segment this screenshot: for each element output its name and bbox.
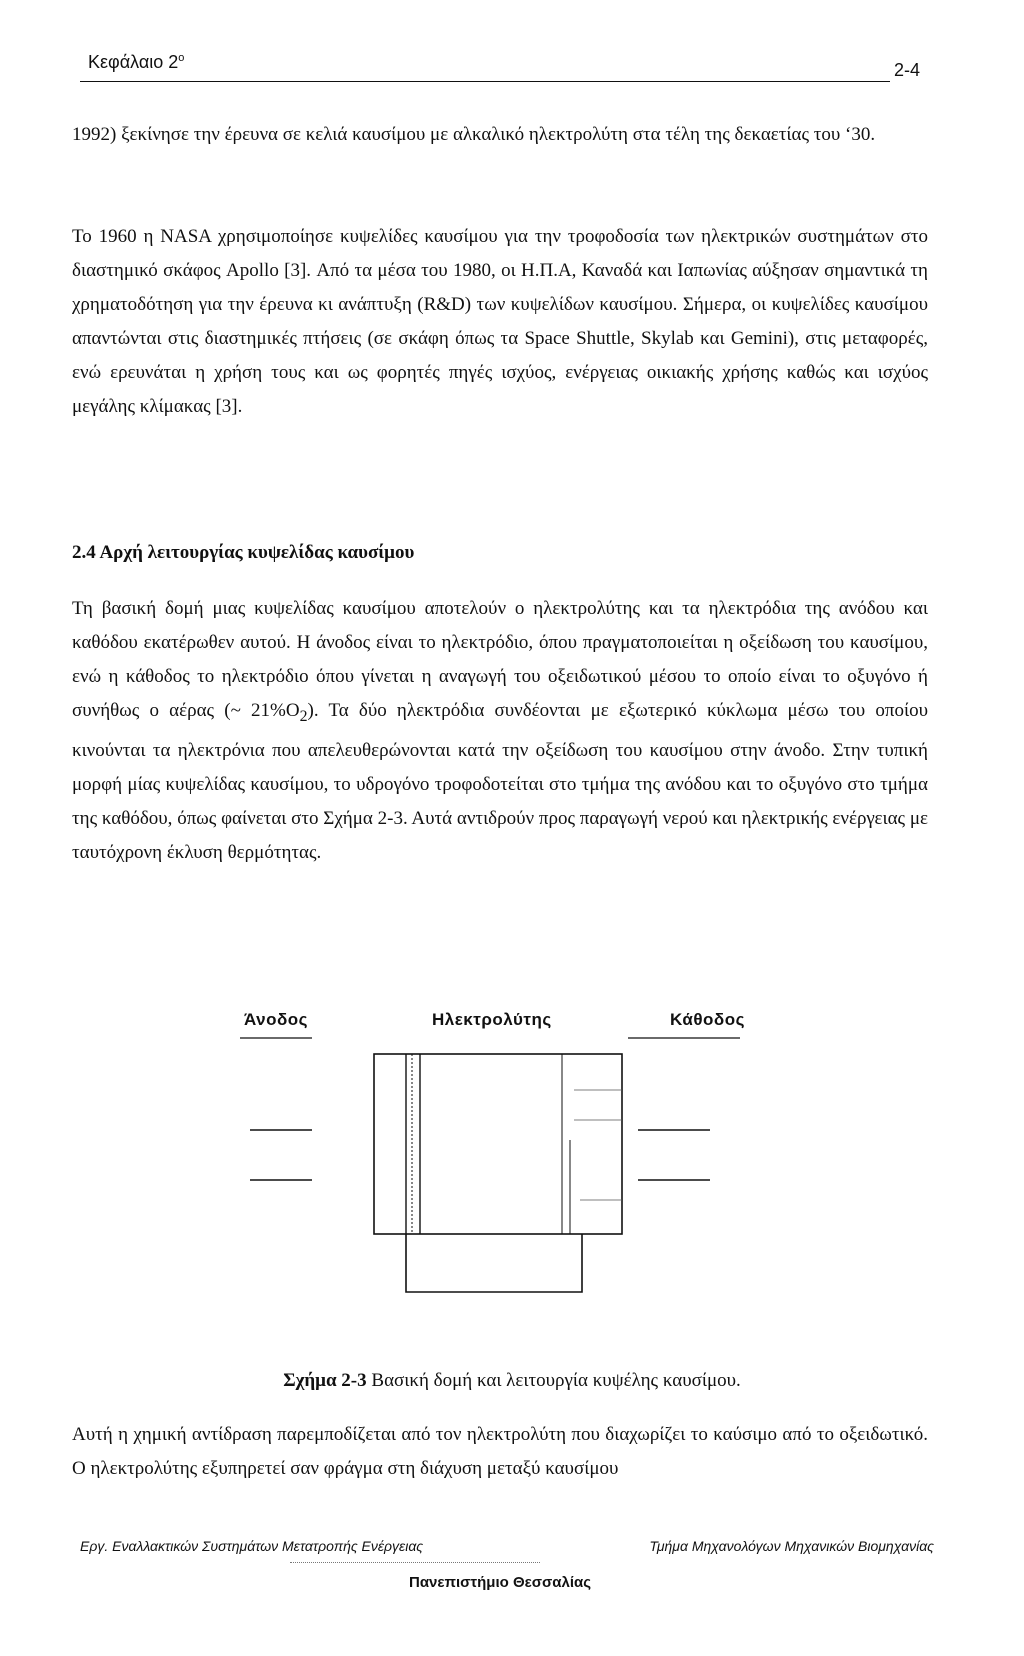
formula-subscript: 2: [299, 707, 308, 725]
footer-department: Τμήμα Μηχανολόγων Μηχανικών Βιομηχανίας: [649, 1538, 934, 1554]
caption-label: Σχήμα 2-3: [283, 1370, 367, 1391]
chapter-superscript: ο: [178, 52, 185, 64]
paragraph-2: Το 1960 η NASA χρησιμοποίησε κυψελίδες καυσίμου για την τροφοδοσία των ηλεκτρικών συστημάτων στο διαστημικό σκάφος Apollo [3]. Από τα μέσα του 1980, οι Η.Π.Α, Καναδά και Ιαπωνίας αύξησαν σημαντικά τη χρηματοδότηση για την έρευνα κι ανάπτυξη (R&D) των κυψελίδων καυσίμου. Σήμερα, οι κυψελίδες καυσίμου απαντώνται στις διαστημικές πτήσεις (σε σκάφη όπως τα Space Shuttle, Skylab και Gemini), στις μεταφορές, ενώ ερευνάται η χρήση τους και ως φορητές πηγές ισχύος, ενέργειας οικιακής χρήσης καθώς και ισχύος μεγάλης κλίμακας [3].: [72, 226, 928, 417]
formula-text: (~ 21%O: [224, 700, 300, 721]
caption-text: Βασική δομή και λειτουργία κυψέλης καυσίμου.: [366, 1370, 741, 1391]
formula-close: ).: [307, 700, 319, 721]
page-header: [80, 48, 920, 88]
paragraph-3: [72, 592, 928, 870]
paragraph-3-part-a: Τη βασική δομή μιας κυψελίδας καυσίμου αποτελούν ο ηλεκτρολύτης και τα ηλεκτρόδια της ανόδου και καθόδου εκατέρωθεν αυτού. Η άνοδος είναι το ηλεκτρόδιο, όπου πραγματοποιείται η οξείδωση του καυσίμου, ενώ η κάθοδος το ηλεκτρόδιο όπου γίνεται η αναγωγή του οξειδωτικού μέσου το οποίο είναι το οξυγόνο ή συνήθως ο αέρας: [72, 598, 928, 721]
chapter-title: [88, 52, 184, 73]
page-number: 2-4: [893, 60, 920, 80]
external-circuit: [406, 1234, 582, 1292]
section-heading: 2.4 Αρχή λειτουργίας κυψελίδας καυσίμου: [72, 542, 415, 563]
paragraph-1: 1992) ξεκίνησε την έρευνα σε κελιά καυσίμου με αλκαλικό ηλεκτρολύτη στα τέλη της δεκαετίας του ‘30.: [72, 124, 876, 145]
footer-university: Πανεπιστήμιο Θεσσαλίας: [408, 1574, 592, 1591]
oxygen-formula: [224, 700, 319, 725]
anode-label: Άνοδος: [244, 1010, 309, 1029]
cell-outline: [374, 1054, 622, 1234]
footer-rule: [290, 1562, 540, 1563]
electrolyte-label: Ηλεκτρολύτης: [432, 1010, 552, 1029]
figure-caption: [0, 1370, 1024, 1392]
cathode-label: Κάθοδος: [670, 1010, 745, 1029]
header-rule: [80, 81, 890, 82]
footer-lab-name: Εργ. Εναλλακτικών Συστημάτων Μετατροπής Ενέργειας: [80, 1538, 424, 1554]
page-footer: [60, 1530, 940, 1610]
paragraph-4: Αυτή η χημική αντίδραση παρεμποδίζεται από τον ηλεκτρολύτη που διαχωρίζει το καύσιμο από το οξειδωτικό. Ο ηλεκτρολύτης εξυπηρετεί σαν φράγμα στη διάχυση μεταξύ καυσίμου: [72, 1424, 928, 1479]
fuel-cell-figure: [200, 1010, 840, 1340]
fuel-cell-diagram: [200, 1010, 840, 1340]
paragraph-3-part-b: Τα δύο ηλεκτρόδια συνδέονται με εξωτερικό κύκλωμα μέσω του οποίου κινούνται τα ηλεκτρόνια που απελευθερώνονται κατά την οξείδωση του καυσίμου στην άνοδο. Στην τυπική μορφή μίας κυψελίδας καυσίμου, το υδρογόνο τροφοδοτείται στο τμήμα της ανόδου και το οξυγόνο στο τμήμα της καθόδου, όπως φαίνεται στο Σχήμα 2-3. Αυτά αντιδρούν προς παραγωγή νερού και ηλεκτρικής ενέργειας με ταυτόχρονη έκλυση θερμότητας.: [72, 700, 928, 863]
chapter-label: Κεφάλαιο 2: [88, 52, 179, 72]
